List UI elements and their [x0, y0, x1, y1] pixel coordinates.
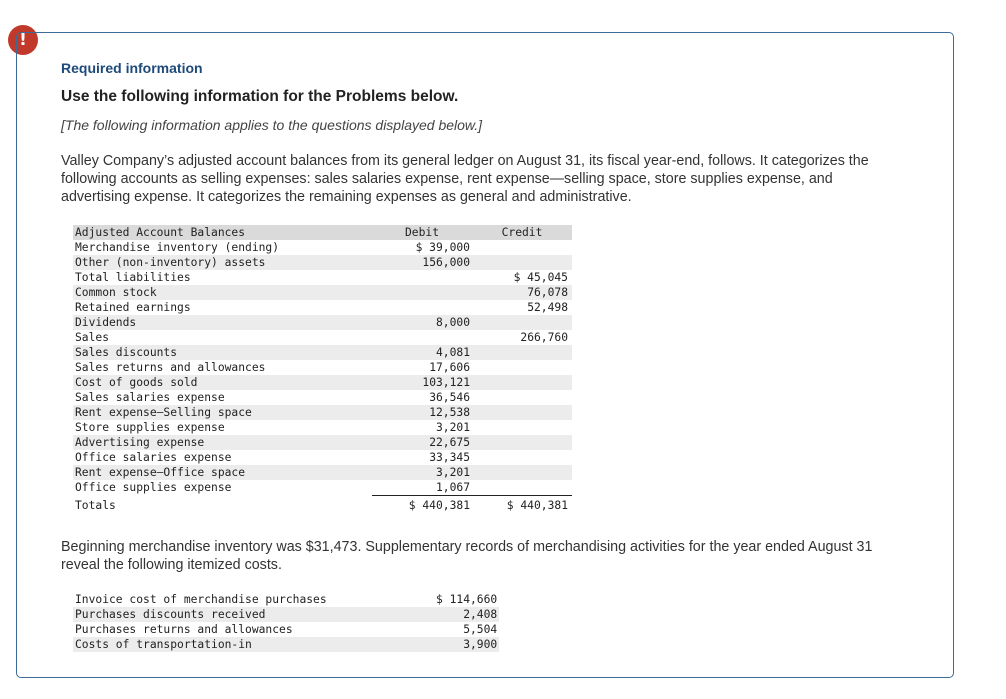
account-name: Sales discounts [73, 345, 372, 360]
debit-value: 1,067 [435, 481, 470, 494]
account-name: Retained earnings [75, 301, 191, 314]
account-name: Store supplies expense [75, 421, 225, 434]
debit-value: 4,081 [372, 345, 474, 360]
totals-row [73, 496, 572, 517]
account-name: Cost of goods sold [73, 375, 372, 390]
credit-value [474, 375, 572, 390]
debit-value [372, 270, 474, 285]
account-name: Advertising expense [73, 435, 372, 450]
required-information-label: Required information [61, 60, 203, 76]
debit-value: 12,538 [372, 405, 474, 420]
debit-value [372, 285, 474, 300]
account-name: Rent expense—Office space [73, 465, 372, 480]
account-name: Sales [75, 331, 110, 344]
purchase-item-label: Costs of transportation-in [73, 637, 434, 652]
table-row [73, 465, 572, 480]
credit-value [474, 390, 572, 405]
credit-value [474, 360, 572, 375]
debit-value: $ 39,000 [415, 241, 470, 254]
table-row [73, 607, 499, 622]
intro-paragraph: Valley Company’s adjusted account balances from its general ledger on August 31, its fiscal year-end, follows. It categorizes the following accounts as selling expenses: sales salaries expense, rent expense—selling space, store supplies expense, and advertising expense. It categorizes the remaining expenses as general and administrative. [61, 153, 869, 205]
table-row [73, 300, 572, 315]
debit-value: 36,546 [429, 391, 470, 404]
account-balances-table [73, 225, 572, 516]
account-name: Sales salaries expense [75, 391, 225, 404]
credit-value [474, 405, 572, 420]
account-name: Sales returns and allowances [75, 361, 266, 374]
account-name: Dividends [73, 315, 372, 330]
debit-value: 156,000 [372, 255, 474, 270]
debit-value: 17,606 [429, 361, 470, 374]
applies-note: [The following information applies to the questions displayed below.] [61, 117, 483, 133]
debit-value: 22,675 [372, 435, 474, 450]
purchase-item-label: Purchases discounts received [73, 607, 434, 622]
table-row [73, 345, 572, 360]
debit-value: 103,121 [372, 375, 474, 390]
table-row [73, 390, 572, 405]
purchases-table [73, 592, 499, 652]
credit-value [474, 240, 572, 255]
debit-value: 3,201 [435, 421, 470, 434]
table-row [73, 240, 572, 255]
credit-value [474, 450, 572, 465]
account-name: Common stock [73, 285, 372, 300]
debit-header: Debit [372, 225, 474, 240]
purchase-item-value: $ 114,660 [436, 593, 498, 606]
account-name: Rent expense—Selling space [73, 405, 372, 420]
debit-value: 3,201 [372, 465, 474, 480]
credit-header: Credit [474, 225, 572, 240]
debit-value: 8,000 [372, 315, 474, 330]
table-row [73, 592, 499, 607]
account-name: Total liabilities [75, 271, 191, 284]
total-debit: $ 440,381 [372, 496, 474, 517]
account-name: Other (non-inventory) assets [73, 255, 372, 270]
table-row [73, 330, 572, 345]
purchase-item-value: 5,504 [463, 623, 498, 636]
alert-icon: ! [8, 25, 38, 55]
total-credit: $ 440,381 [474, 496, 572, 517]
table-row [73, 622, 499, 637]
table-row [73, 435, 572, 450]
table-row [73, 405, 572, 420]
purchase-item-label: Invoice cost of merchandise purchases [75, 593, 327, 606]
table-row [73, 360, 572, 375]
table-header-row [73, 225, 572, 240]
credit-value: 52,498 [527, 301, 568, 314]
purchase-item-value: 2,408 [434, 607, 499, 622]
credit-value: 76,078 [474, 285, 572, 300]
beginning-inventory-paragraph: Beginning merchandise inventory was $31,473. Supplementary records of merchandising activities for the year ended August 31 reveal the following itemized costs. [61, 539, 873, 573]
credit-value: $ 45,045 [513, 271, 568, 284]
table-row [73, 285, 572, 300]
credit-value [474, 435, 572, 450]
table-row [73, 270, 572, 285]
table-row [73, 637, 499, 652]
credit-value [474, 255, 572, 270]
required-info-card [16, 32, 954, 678]
table-row [73, 480, 572, 496]
debit-value [372, 300, 474, 315]
table-row [73, 255, 572, 270]
purchase-item-value: 3,900 [434, 637, 499, 652]
table-row [73, 315, 572, 330]
debit-value [372, 330, 474, 345]
purchase-item-label: Purchases returns and allowances [75, 623, 293, 636]
credit-value: 266,760 [520, 331, 568, 344]
credit-value [474, 315, 572, 330]
table-row [73, 450, 572, 465]
debit-value: 33,345 [429, 451, 470, 464]
instructions-heading: Use the following information for the Problems below. [61, 88, 459, 105]
table-row [73, 375, 572, 390]
table-row [73, 420, 572, 435]
account-name: Office salaries expense [75, 451, 232, 464]
account-header: Adjusted Account Balances [73, 225, 372, 240]
account-name: Merchandise inventory (ending) [75, 241, 280, 254]
account-name: Office supplies expense [75, 481, 232, 495]
credit-value [474, 420, 572, 435]
totals-label: Totals [75, 498, 116, 512]
credit-value [474, 480, 572, 496]
credit-value [474, 345, 572, 360]
credit-value [474, 465, 572, 480]
